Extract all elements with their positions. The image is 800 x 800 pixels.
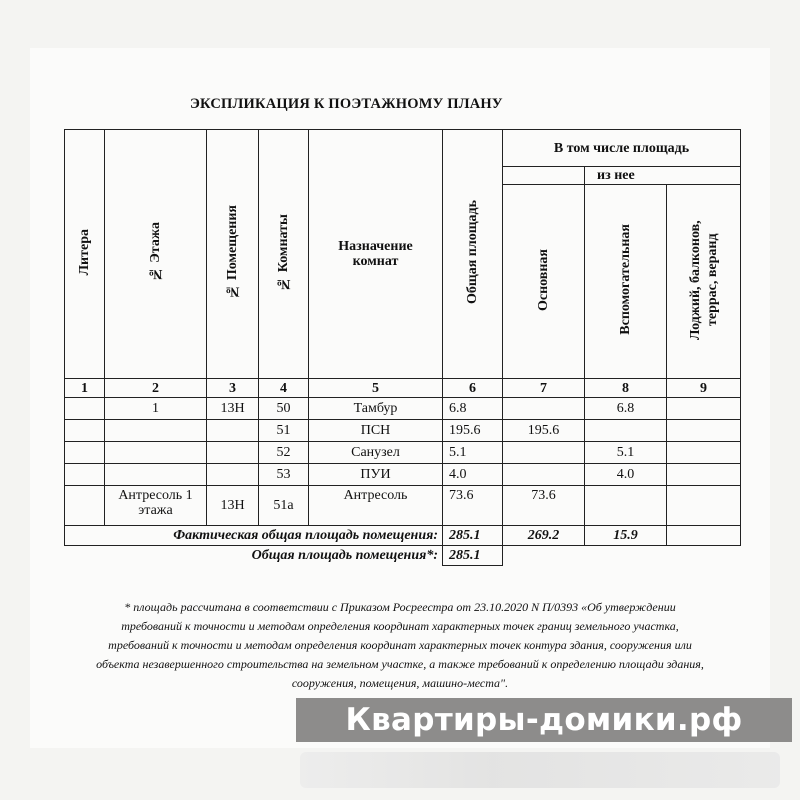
cell-floor: 1 xyxy=(105,398,207,420)
cell-total: 6.8 xyxy=(443,398,503,420)
overall-total-row xyxy=(65,546,741,566)
cell-total: 5.1 xyxy=(443,442,503,464)
header-floor: № Этажа xyxy=(105,130,207,379)
cell-premise xyxy=(207,420,259,442)
cell-purpose: ПУИ xyxy=(309,464,443,486)
cell-aux xyxy=(585,486,667,526)
footnote-line: сооружения, помещения, машино-места". xyxy=(291,676,509,690)
document-title: ЭКСПЛИКАЦИЯ К ПОЭТАЖНОМУ ПЛАНУ xyxy=(190,96,503,112)
cell-litera xyxy=(65,486,105,526)
col-num: 9 xyxy=(667,379,741,398)
cell-premise: 13Н xyxy=(207,486,259,526)
cell-floor xyxy=(105,442,207,464)
table-row xyxy=(65,486,741,526)
cell-main: 73.6 xyxy=(503,486,585,526)
cell-main: 195.6 xyxy=(503,420,585,442)
header-row-1 xyxy=(65,130,741,167)
overall-total-value: 285.1 xyxy=(443,546,503,566)
cell-premise xyxy=(207,464,259,486)
cell-aux: 4.0 xyxy=(585,464,667,486)
cell-total: 4.0 xyxy=(443,464,503,486)
header-main: Основная xyxy=(503,185,585,379)
cell-main xyxy=(503,464,585,486)
cell-aux xyxy=(585,420,667,442)
header-loggias: Лоджий, балконов, террас, веранд xyxy=(667,185,741,379)
cell-litera xyxy=(65,442,105,464)
footnote-line: требований к точности и методам определения координат характерных точек контура здания, сооружения или xyxy=(108,638,692,652)
table-row xyxy=(65,420,741,442)
cell-floor xyxy=(105,464,207,486)
cell-room: 51 xyxy=(259,420,309,442)
cell-room: 53 xyxy=(259,464,309,486)
cell-loggia xyxy=(667,442,741,464)
col-num: 2 xyxy=(105,379,207,398)
column-numbers-row xyxy=(65,379,741,398)
cell-loggia xyxy=(667,398,741,420)
watermark-banner: Квартиры-домики.рф xyxy=(296,698,792,742)
table-row xyxy=(65,442,741,464)
actual-aux-value: 15.9 xyxy=(585,526,667,546)
cell-litera xyxy=(65,464,105,486)
cell-room: 52 xyxy=(259,442,309,464)
header-room: № Комнаты xyxy=(259,130,309,379)
footnote-line: объекта незавершенного строительства на земельном участке, а также требований к определению площади здания, xyxy=(96,657,704,671)
col-num: 4 xyxy=(259,379,309,398)
header-premise: № Помещения xyxy=(207,130,259,379)
header-of-which: из нее xyxy=(585,167,741,185)
actual-total-value: 285.1 xyxy=(443,526,503,546)
actual-total-row xyxy=(65,526,741,546)
col-num: 8 xyxy=(585,379,667,398)
cell-loggia xyxy=(667,464,741,486)
cell-floor xyxy=(105,420,207,442)
cell-floor: Антресоль 1 этажа xyxy=(105,486,207,526)
header-aux: Вспомогательная xyxy=(585,185,667,379)
blurred-strip xyxy=(300,752,780,788)
cell-room: 51а xyxy=(259,486,309,526)
cell-loggia xyxy=(667,420,741,442)
header-purpose: Назначение комнат xyxy=(309,130,443,379)
cell-main xyxy=(503,442,585,464)
table-row xyxy=(65,398,741,420)
col-num: 1 xyxy=(65,379,105,398)
cell-total: 195.6 xyxy=(443,420,503,442)
cell-litera xyxy=(65,420,105,442)
cell-purpose: Тамбур xyxy=(309,398,443,420)
cell-purpose: Санузел xyxy=(309,442,443,464)
actual-loggia-value xyxy=(667,526,741,546)
cell-litera xyxy=(65,398,105,420)
table-row xyxy=(65,464,741,486)
cell-main xyxy=(503,398,585,420)
col-num: 7 xyxy=(503,379,585,398)
cell-purpose: ПСН xyxy=(309,420,443,442)
overall-total-label: Общая площадь помещения*: xyxy=(65,546,443,566)
header-including-area: В том числе площадь xyxy=(503,130,741,167)
header-litera: Литера xyxy=(65,130,105,379)
explication-table xyxy=(64,129,741,566)
actual-total-label: Фактическая общая площадь помещения: xyxy=(65,526,443,546)
footnote-line: требований к точности и методам определения координат характерных точек границ земельного участка, xyxy=(121,619,679,633)
cell-premise: 13Н xyxy=(207,398,259,420)
cell-aux: 6.8 xyxy=(585,398,667,420)
col-num: 6 xyxy=(443,379,503,398)
cell-purpose: Антресоль xyxy=(309,486,443,526)
header-total-area: Общая площадь xyxy=(443,130,503,379)
cell-aux: 5.1 xyxy=(585,442,667,464)
footnote xyxy=(0,598,800,693)
cell-loggia xyxy=(667,486,741,526)
actual-main-value: 269.2 xyxy=(503,526,585,546)
cell-room: 50 xyxy=(259,398,309,420)
col-num: 5 xyxy=(309,379,443,398)
col-num: 3 xyxy=(207,379,259,398)
footnote-line: * площадь рассчитана в соответствии с Приказом Росреестра от 23.10.2020 N П/0393 «Об утверждении xyxy=(124,600,676,614)
cell-premise xyxy=(207,442,259,464)
cell-total: 73.6 xyxy=(443,486,503,526)
